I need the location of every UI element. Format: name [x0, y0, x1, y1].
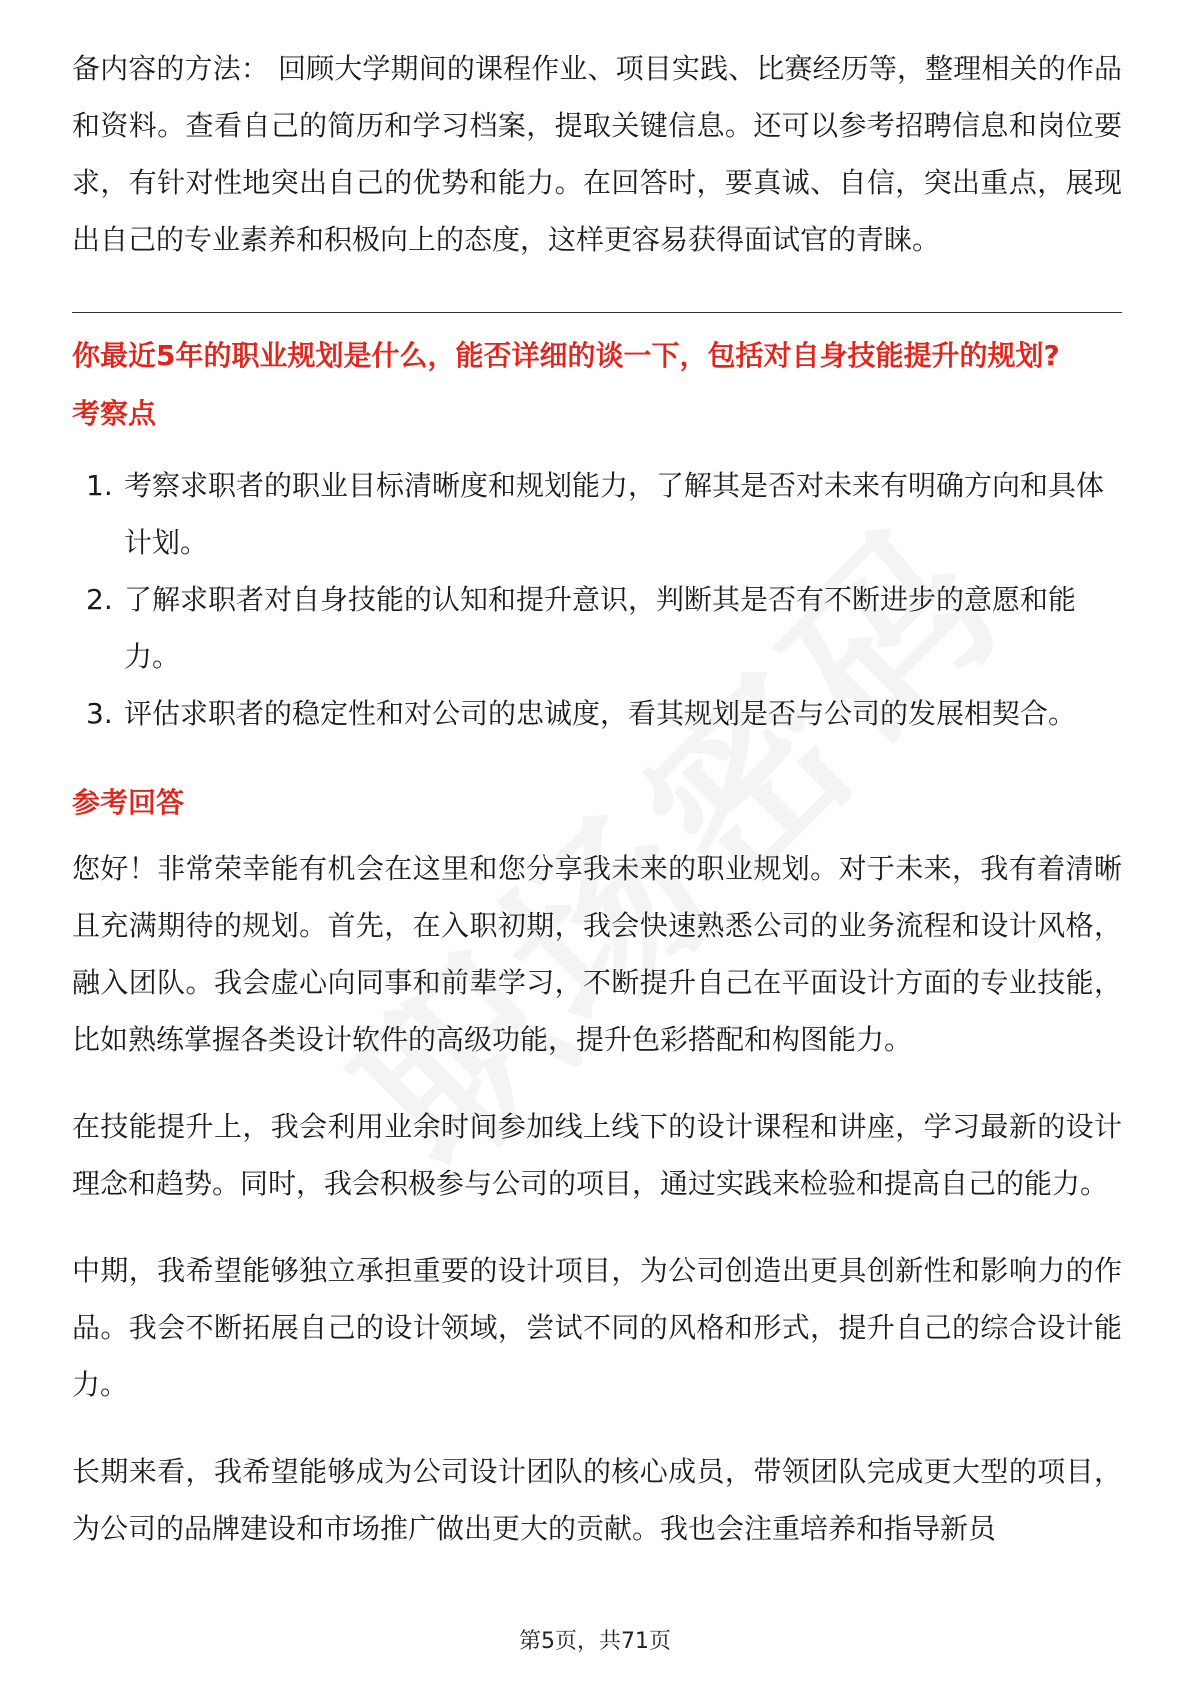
focus-heading: 考察点 — [72, 397, 157, 430]
answer-paragraph: 您好！非常荣幸能有机会在这里和您分享我未来的职业规划。对于未来，我有着清晰且充满期待的规划。首先，在入职初期，我会快速熟悉公司的业务流程和设计风格，融入团队。我会虚心向同事和前辈学习，不断提升自己在平面设计方面的专业技能，比如熟练掌握各类设计软件的高级功能，提升色彩搭配和构图能力。 — [72, 852, 1122, 1056]
list-item-number: 3. — [86, 697, 113, 730]
answer-paragraph: 长期来看，我希望能够成为公司设计团队的核心成员，带领团队完成更大型的项目，为公司的品牌建设和市场推广做出更大的贡献。我也会注重培养和指导新员 — [72, 1455, 1122, 1545]
focus-points-list — [72, 457, 1122, 742]
page-content — [72, 40, 1122, 1557]
list-item-number: 1. — [86, 469, 113, 502]
list-item — [72, 457, 1122, 571]
intro-paragraph: 备内容的方法： 回顾大学期间的课程作业、项目实践、比赛经历等，整理相关的作品和资料。查看自己的简历和学习档案，提取关键信息。还可以参考招聘信息和岗位要求，有针对性地突出自己的优势和能力。在回答时，要真诚、自信，突出重点，展现出自己的专业素养和积极向上的态度，这样更容易获得面试官的青睐。 — [72, 52, 1122, 256]
list-item-text: 评估求职者的稳定性和对公司的忠诚度，看其规划是否与公司的发展相契合。 — [124, 697, 1077, 730]
list-item — [72, 685, 1122, 742]
list-item-text: 考察求职者的职业目标清晰度和规划能力，了解其是否对未来有明确方向和具体计划。 — [124, 469, 1105, 559]
section-divider — [72, 312, 1122, 313]
list-item-text: 了解求职者对自身技能的认知和提升意识，判断其是否有不断进步的意愿和能力。 — [124, 583, 1077, 673]
answer-heading: 参考回答 — [72, 786, 185, 819]
page-number: 第5页，共71页 — [519, 1629, 671, 1654]
question-title: 你最近5年的职业规划是什么，能否详细的谈一下，包括对自身技能提升的规划? — [72, 339, 1060, 372]
list-item-number: 2. — [86, 583, 113, 616]
answer-paragraph: 在技能提升上，我会利用业余时间参加线上线下的设计课程和讲座，学习最新的设计理念和趋势。同时，我会积极参与公司的项目，通过实践来检验和提高自己的能力。 — [72, 1110, 1122, 1200]
list-item — [72, 571, 1122, 685]
answer-paragraph: 中期，我希望能够独立承担重要的设计项目，为公司创造出更具创新性和影响力的作品。我会不断拓展自己的设计领域，尝试不同的风格和形式，提升自己的综合设计能力。 — [72, 1254, 1122, 1401]
